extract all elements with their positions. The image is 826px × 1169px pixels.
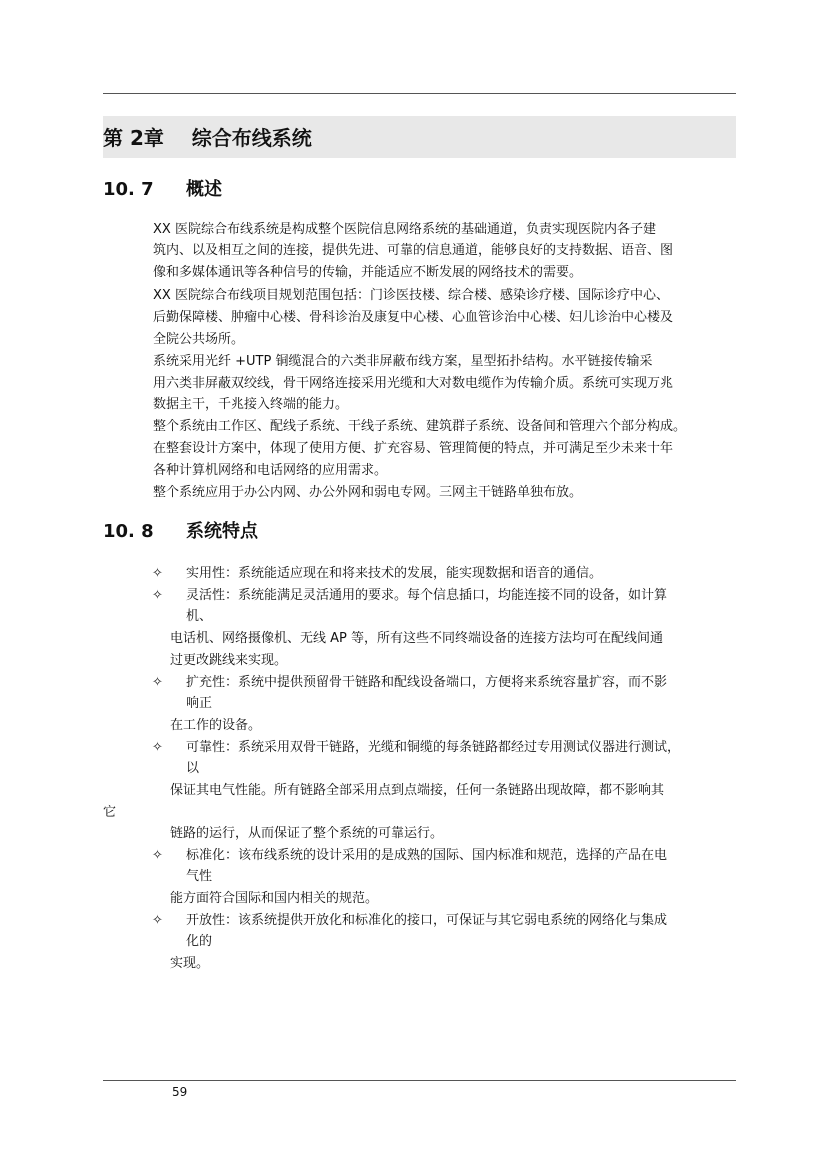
section-title: 概述 [186, 179, 222, 200]
feature-line: 机、 [186, 609, 213, 624]
feature-line: 灵活性：系统能满足灵活通用的要求。每个信息插口，均能连接不同的设备，如计算 [186, 588, 668, 603]
paragraph-line: 整个系统由工作区、配线子系统、干线子系统、建筑群子系统、设备间和管理六个部分构成。 [153, 419, 687, 434]
paragraph-line: XX 医院综合布线项目规划范围包括：门诊医技楼、综合楼、感染诊疗楼、国际诊疗中心、 [153, 288, 669, 303]
section-number: 10. 7 [103, 179, 154, 200]
feature-line: 扩充性：系统中提供预留骨干链路和配线设备端口，方便将来系统容量扩容，而不影 [186, 675, 668, 690]
paragraph-line: 全院公共场所。 [153, 332, 245, 347]
feature-line: 保证其电气性能。所有链路全部采用点到点端接，任何一条链路出现故障，都不影响其 [170, 783, 665, 798]
paragraph-line: 系统采用光纤 +UTP 铜缆混合的六类非屏蔽布线方案，星型拓扑结构。水平链接传输采 [153, 354, 653, 369]
header-rule [103, 93, 736, 94]
paragraph-line: 整个系统应用于办公内网、办公外网和弱电专网。三网主干链路单独布放。 [153, 485, 583, 500]
bullet-icon: ✧ [152, 566, 163, 581]
paragraph-line: 在整套设计方案中，体现了使用方便、扩充容易、管理简便的特点，并可满足至少未来十年 [153, 441, 674, 456]
feature-line: 开放性：该系统提供开放化和标准化的接口，可保证与其它弱电系统的网络化与集成 [186, 913, 668, 928]
paragraph-line: 筑内、以及相互之间的连接，提供先进、可靠的信息通道，能够良好的支持数据、语音、图 [153, 243, 674, 258]
bullet-icon: ✧ [152, 913, 163, 928]
paragraph-line: 像和多媒体通讯等各种信号的传输，并能适应不断发展的网络技术的需要。 [153, 265, 583, 280]
feature-line: 标准化：该布线系统的设计采用的是成熟的国际、国内标准和规范，选择的产品在电 [186, 848, 668, 863]
paragraph-line: 用六类非屏蔽双绞线，骨干网络连接采用光缆和大对数电缆作为传输介质。系统可实现万兆 [153, 376, 674, 391]
section-number: 10. 8 [103, 521, 154, 542]
feature-line: 实现。 [170, 956, 210, 971]
page-number: 59 [172, 1085, 188, 1099]
paragraph-line: 后勤保障楼、肿瘤中心楼、骨科诊治及康复中心楼、心血管诊治中心楼、妇儿诊治中心楼及 [153, 310, 674, 325]
footer-rule [103, 1080, 736, 1081]
feature-line: 在工作的设备。 [170, 718, 262, 733]
feature-line: 链路的运行，从而保证了整个系统的可靠运行。 [170, 826, 444, 841]
feature-line: 电话机、网络摄像机、无线 AP 等，所有这些不同终端设备的连接方法均可在配线间通 [170, 631, 663, 646]
paragraph-line: 数据主干，千兆接入终端的能力。 [153, 397, 349, 412]
feature-line: 以 [186, 761, 200, 776]
bullet-icon: ✧ [152, 740, 163, 755]
chapter-title: 第 2章 综合布线系统 [103, 126, 312, 150]
paragraph-line: 各种计算机网络和电话网络的应用需求。 [153, 463, 388, 478]
feature-line: 化的 [186, 934, 213, 949]
feature-line: 它 [103, 805, 117, 820]
bullet-icon: ✧ [152, 675, 163, 690]
feature-line: 响正 [186, 696, 213, 711]
bullet-icon: ✧ [152, 848, 163, 863]
feature-line: 可靠性：系统采用双骨干链路，光缆和铜缆的每条链路都经过专用测试仪器进行测试， [186, 740, 681, 755]
bullet-icon: ✧ [152, 588, 163, 603]
section-title: 系统特点 [186, 521, 258, 542]
paragraph-line: XX 医院综合布线系统是构成整个医院信息网络系统的基础通道，负责实现医院内各子建 [153, 222, 656, 237]
feature-line: 过更改跳线来实现。 [170, 653, 288, 668]
feature-line: 实用性：系统能适应现在和将来技术的发展，能实现数据和语音的通信。 [186, 566, 603, 581]
feature-line: 气性 [186, 869, 213, 884]
feature-line: 能方面符合国际和国内相关的规范。 [170, 891, 379, 906]
